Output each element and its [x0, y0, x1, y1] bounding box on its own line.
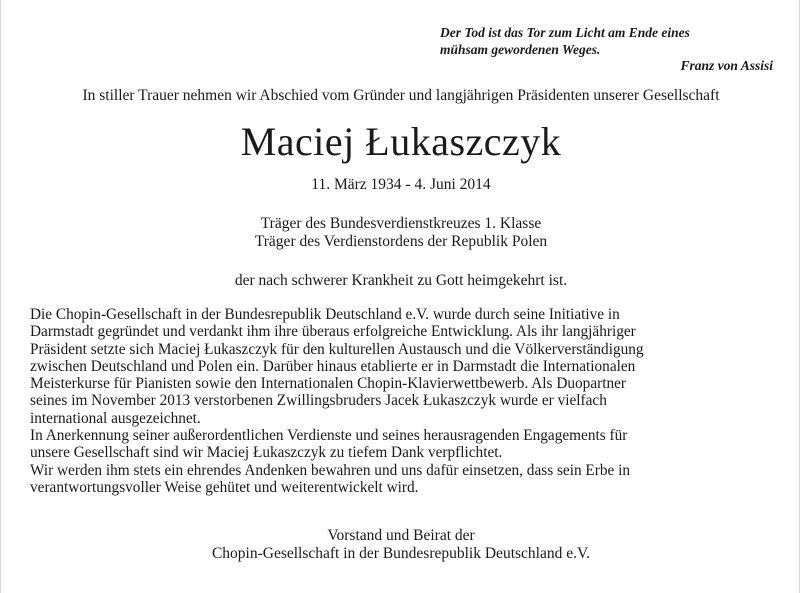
body-line: zwischen Deutschland und Polen ein. Darüber hinaus etablierte er in Darmstadt die Internationalen — [30, 357, 636, 375]
signature-line-2: Chopin-Gesellschaft in der Bundesrepublik Deutschland e.V. — [211, 545, 591, 562]
intro-line: In stiller Trauer nehmen wir Abschied vom Gründer und langjährigen Präsidenten unserer Gesellschaft — [82, 87, 720, 104]
passing-line: der nach schwerer Krankheit zu Gott heimgekehrt ist. — [234, 272, 568, 289]
body-line: seines im November 2013 verstorbenen Zwillingsbruders Jacek Łukaszczyk wurde er vielfach — [30, 392, 607, 410]
quote-line-2: mühsam gewordenen Weges. — [440, 42, 601, 57]
body-line: unsere Gesellschaft sind wir Maciej Łukaszczyk zu tiefem Dank verpflichtet. — [30, 444, 503, 462]
quote-author: Franz von Assisi — [680, 58, 773, 73]
body-line: Präsident setzte sich Maciej Łukaszczyk für den kulturellen Austausch und die Völkerverständigung — [30, 340, 644, 358]
body-line: Darmstadt gegründet und verdankt ihm ihre überaus erfolgreiche Entwicklung. Als ihr langjähriger — [30, 323, 636, 341]
tribute-text — [30, 306, 780, 496]
awards-block — [1, 215, 800, 251]
award-2: Träger des Verdienstordens der Republik Polen — [254, 233, 548, 250]
epigraph-quote — [440, 24, 780, 58]
body-line: In Anerkennung seiner außerordentlichen Verdienste und seines herausragenden Engagements für — [30, 427, 628, 445]
life-dates: 11. März 1934 - 4. Juni 2014 — [311, 176, 491, 193]
signature-block — [1, 527, 800, 563]
body-line: international ausgezeichnet. — [30, 409, 201, 427]
body-line: verantwortungsvoller Weise gehütet und weiterentwickelt wird. — [30, 478, 419, 496]
body-line: Wir werden ihm stets ein ehrendes Andenken bewahren und uns dafür einsetzen, dass sein Erbe in — [30, 461, 631, 479]
signature-line-1: Vorstand und Beirat der — [327, 527, 475, 544]
body-line: Meisterkurse für Pianisten sowie den Internationalen Chopin-Klavierwettbewerb. Als Duopartner — [30, 375, 626, 393]
award-1: Träger des Bundesverdienstkreuzes 1. Klasse — [260, 215, 542, 232]
quote-line-1: Der Tod ist das Tor zum Licht am Ende eines — [440, 25, 690, 40]
body-line: Die Chopin-Gesellschaft in der Bundesrepublik Deutschland e.V. wurde durch seine Initiative in — [30, 306, 620, 323]
deceased-name: Maciej Łukaszczyk — [240, 119, 562, 164]
